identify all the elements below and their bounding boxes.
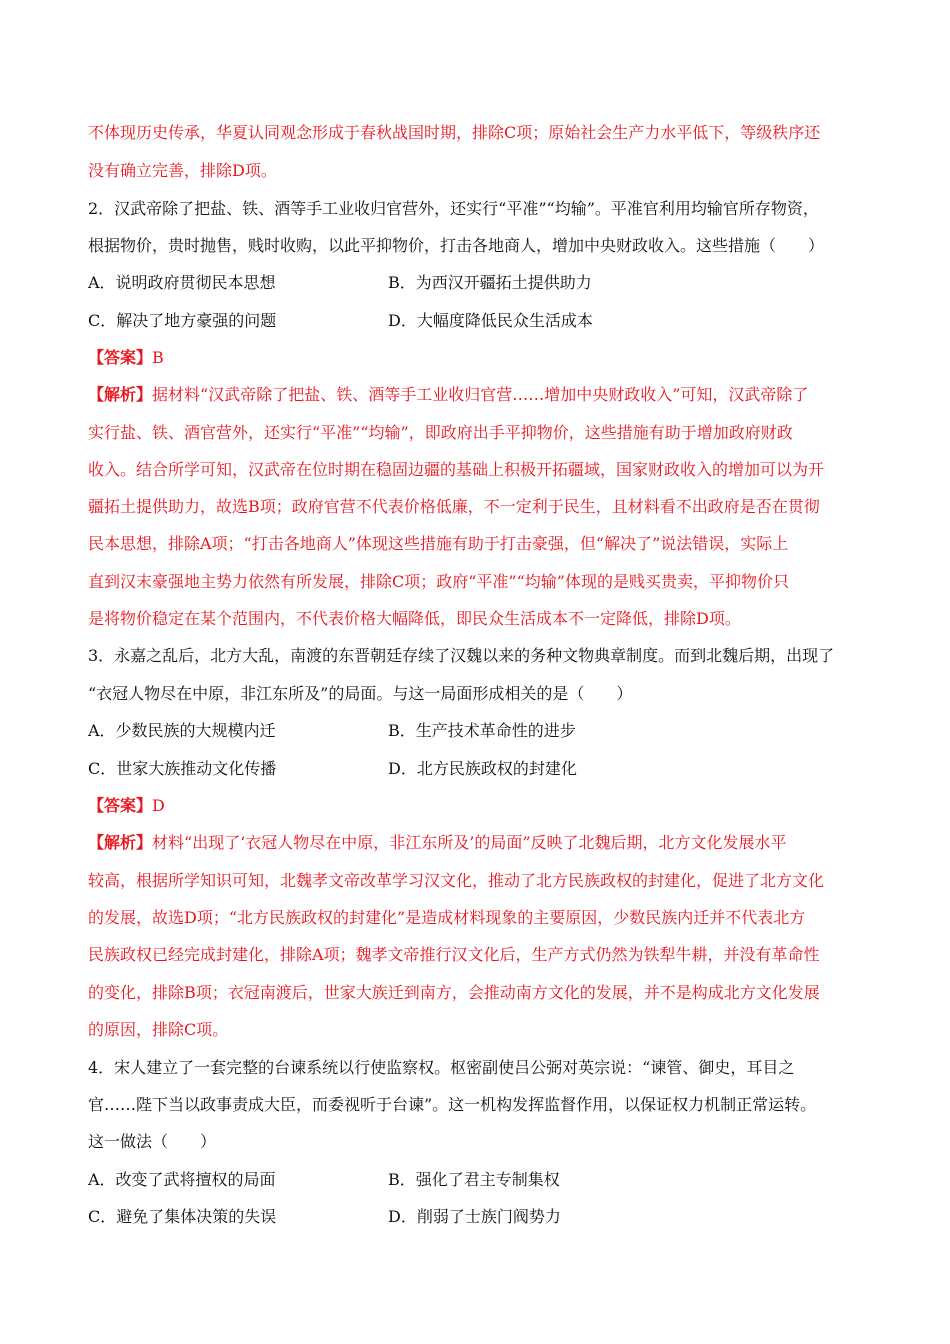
answer-tag: 【答案】	[88, 796, 153, 815]
question-stem: 4．宋人建立了一套完整的台谏系统以行使监察权。枢密副使吕公弼对英宗说：“谏管、御史，耳目之	[88, 1058, 795, 1077]
question-stem: 2．汉武帝除了把盐、铁、酒等手工业收归官营外，还实行“平准”“均输”。平准官利用均输官所存物资，	[88, 199, 819, 218]
analysis-line: 是将物价稳定在某个范围内，不代表价格大幅降低，即民众生活成本不一定降低，排除D项。	[88, 609, 741, 628]
option-a: A．说明政府贯彻民本思想	[88, 273, 276, 292]
answer-value: D	[152, 796, 165, 815]
analysis-line: 的发展，故选D项；“北方民族政权的封建化”是造成材料现象的主要原因，少数民族内迁并不代表北方	[88, 908, 806, 927]
question-stem: 这一做法（ ）	[88, 1132, 217, 1151]
carryover-line: 没有确立完善，排除D项。	[88, 161, 277, 180]
analysis-line: 的原因，排除C项。	[88, 1020, 229, 1039]
analysis-line: 民本思想，排除A项；“打击各地商人”体现这些措施有助于打击豪强，但“解决了”说法错误，实际上	[88, 534, 789, 553]
question-stem: 3．永嘉之乱后，北方大乱，南渡的东晋朝廷存续了汉魏以来的务种文物典章制度。而到北魏后期，出现了	[88, 646, 835, 665]
question-stem: 官……陛下当以政事责成大臣，而委视听于台谏”。这一机构发挥监督作用，以保证权力机制正常运转。	[88, 1095, 817, 1114]
option-a: A．改变了武将擅权的局面	[88, 1170, 276, 1189]
option-a: A．少数民族的大规模内迁	[88, 721, 276, 740]
analysis-line: 实行盐、铁、酒官营外，还实行“平准”“均输”，即政府出手平抑物价，这些措施有助于增加政府财政	[88, 423, 793, 442]
analysis-line: 的变化，排除B项；衣冠南渡后，世家大族迁到南方，会推动南方文化的发展，并不是构成北方文化发展	[88, 983, 820, 1002]
analysis-line: 疆拓土提供助力，故选B项；政府官营不代表价格低廉，不一定利于民生，且材料看不出政府是否在贯彻	[88, 497, 820, 516]
analysis-line: 收入。结合所学可知，汉武帝在位时期在稳固边疆的基础上积极开拓疆域，国家财政收入的增加可以为开	[88, 460, 825, 479]
question-stem: “衣冠人物尽在中原，非江东所及”的局面。与这一局面形成相关的是（ ）	[88, 684, 633, 703]
analysis-line	[88, 832, 787, 854]
option-b: B．为西汉开疆拓土提供助力	[388, 273, 592, 292]
analysis-line: 较高，根据所学知识可知，北魏孝文帝改革学习汉文化，推动了北方民族政权的封建化，促进了北方文化	[88, 871, 825, 890]
option-d: D．削弱了士族门阀势力	[388, 1207, 561, 1226]
option-b: B．强化了君主专制集权	[388, 1170, 560, 1189]
analysis-line: 民族政权已经完成封建化，排除A项；魏孝文帝推行汉文化后，生产方式仍然为铁犁牛耕，并没有革命性	[88, 945, 820, 964]
analysis-tag: 【解析】	[88, 833, 153, 852]
analysis-line: 直到汉末豪强地主势力依然有所发展，排除C项；政府“平准”“均输”体现的是贱买贵卖，平抑物价只	[88, 572, 789, 591]
answer-value: B	[152, 348, 164, 367]
option-c: C．解决了地方豪强的问题	[88, 311, 277, 330]
option-d: D．大幅度降低民众生活成本	[388, 311, 593, 330]
analysis-text: 材料“出现了‘衣冠人物尽在中原，非江东所及’的局面”反映了北魏后期，北方文化发展水平	[152, 833, 787, 852]
option-b: B．生产技术革命性的进步	[388, 721, 576, 740]
option-c: C．世家大族推动文化传播	[88, 759, 277, 778]
option-c: C．避免了集体决策的失误	[88, 1207, 277, 1226]
analysis-line	[88, 384, 808, 406]
carryover-line: 不体现历史传承，华夏认同观念形成于春秋战国时期，排除C项；原始社会生产力水平低下，等级秩序还	[88, 123, 821, 142]
question-stem: 根据物价，贵时抛售，贱时收购，以此平抑物价，打击各地商人，增加中央财政收入。这些措施（ ）	[88, 236, 825, 255]
analysis-tag: 【解析】	[88, 385, 153, 404]
answer-line	[88, 347, 164, 369]
answer-tag: 【答案】	[88, 348, 153, 367]
analysis-text: 据材料“汉武帝除了把盐、铁、酒等手工业收归官营……增加中央财政收入”可知，汉武帝除了	[152, 385, 809, 404]
option-d: D．北方民族政权的封建化	[388, 759, 577, 778]
answer-line	[88, 795, 165, 817]
